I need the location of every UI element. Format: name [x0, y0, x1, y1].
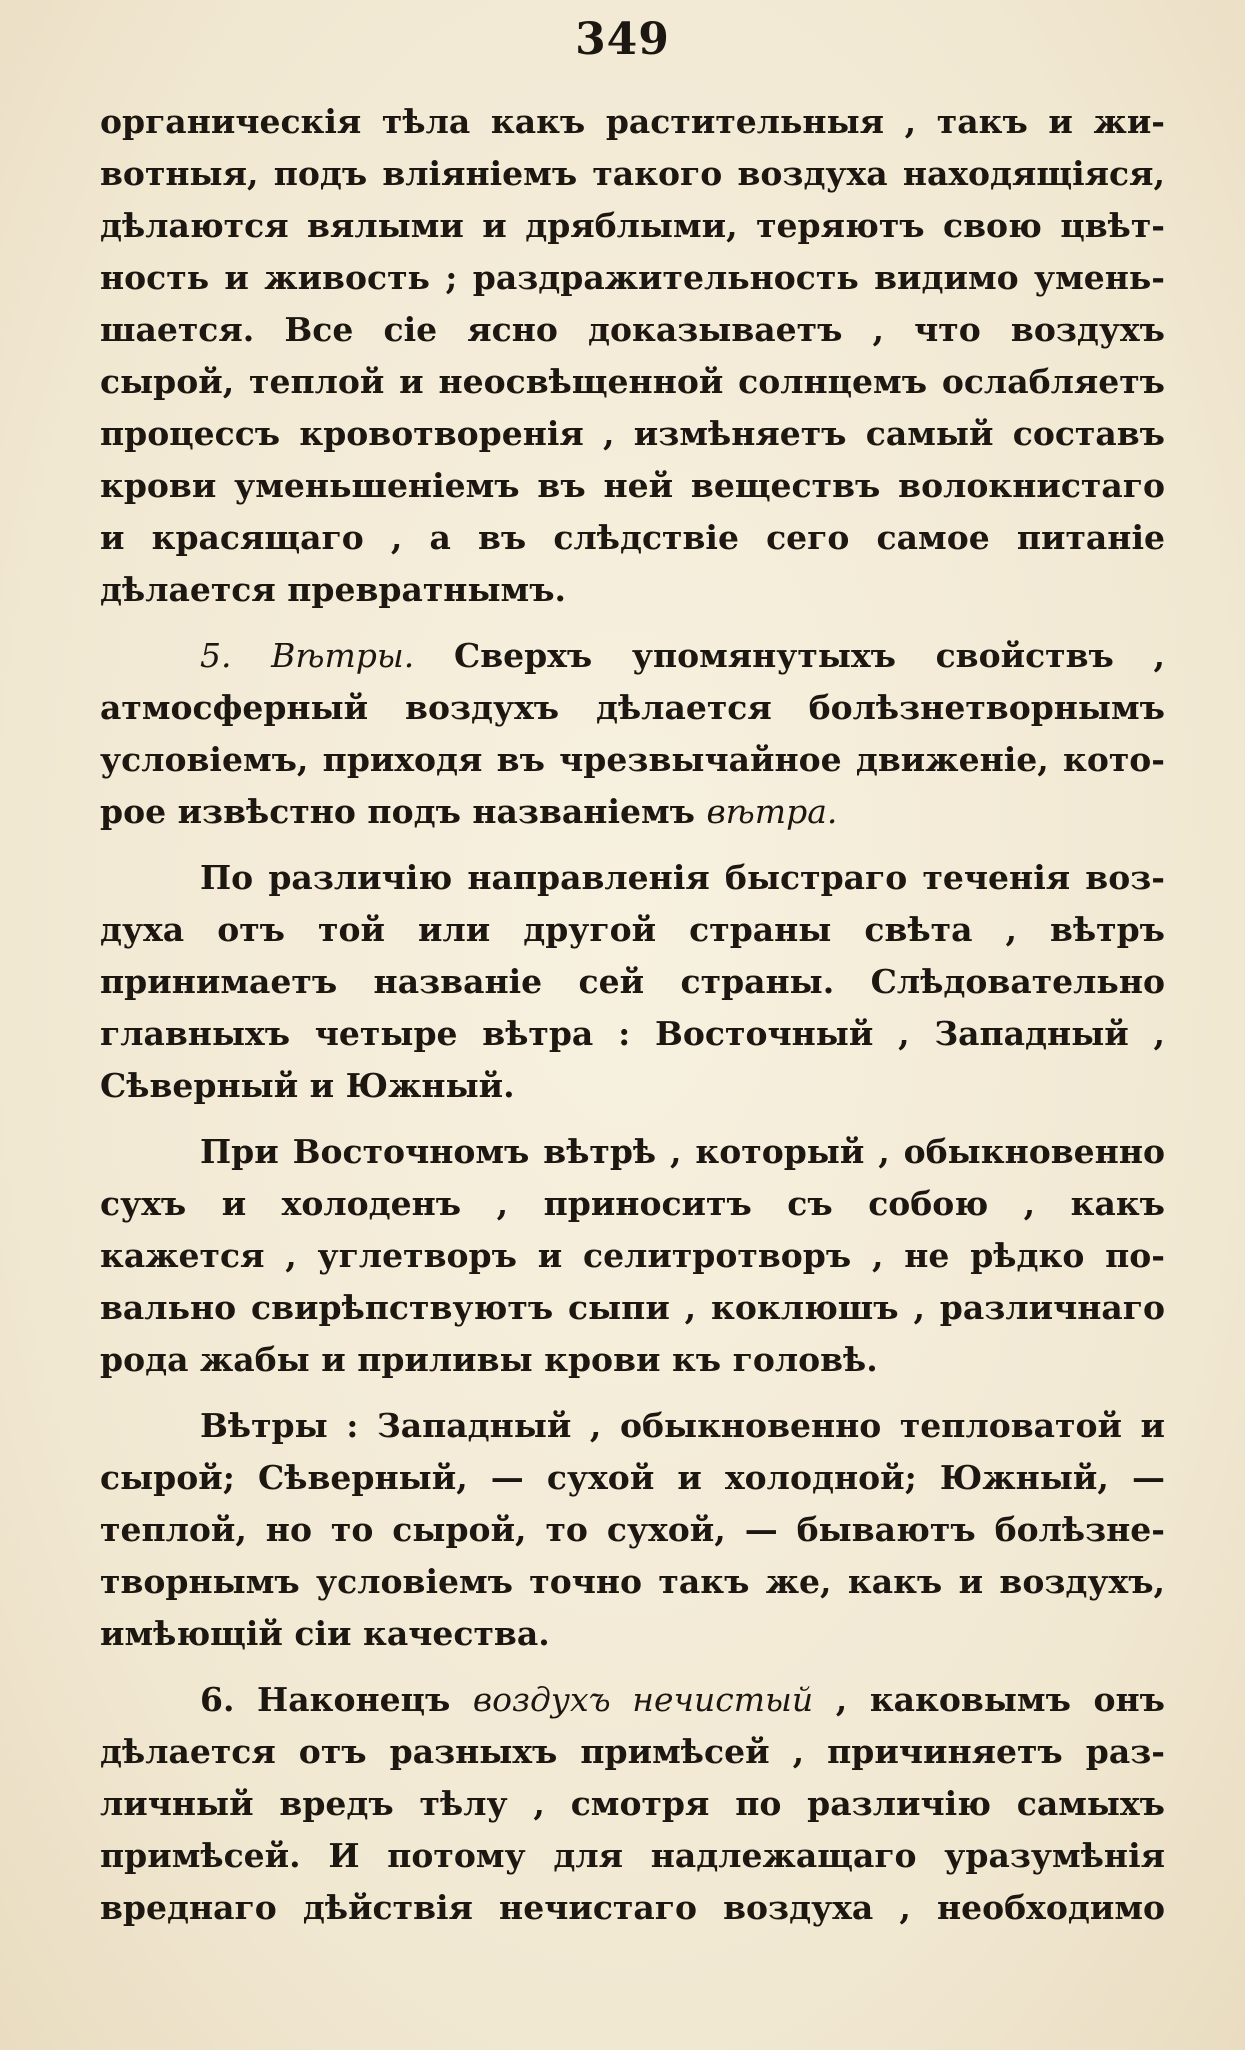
text-line: ность и живость ; раздражительность видимо умень- — [100, 258, 1165, 297]
text-line: имѣющiй сiи качества. — [100, 1614, 550, 1653]
text-line: Сѣверный и Южный. — [100, 1066, 515, 1105]
text-line: условiемъ, приходя въ чрезвычайное движенiе, кото- — [100, 740, 1165, 779]
text-line: главныхъ четыре вѣтра : Восточный , Западный , — [100, 1014, 1165, 1053]
paragraph — [100, 1126, 1165, 1386]
emphasis: воздухъ нечистый — [472, 1680, 814, 1719]
paragraph — [100, 852, 1165, 1112]
text-line: и красящаго , а въ слѣдствiе сего самое питанiе — [100, 518, 1165, 557]
body-text — [100, 96, 1165, 1934]
text-line: принимаетъ названiе сей страны. Слѣдовательно — [100, 962, 1165, 1001]
text-line: сухъ и холоденъ , приноситъ съ собою , какъ — [100, 1184, 1165, 1223]
text-line: вотныя, подъ влiянiемъ такого воздуха находящiяся, — [100, 154, 1165, 193]
text-fragment: рое извѣстно подъ названiемъ — [100, 792, 695, 831]
text-line: атмосферный воздухъ дѣлается болѣзнетворнымъ — [100, 688, 1165, 727]
text-fragment: , каковымъ онъ — [835, 1680, 1165, 1719]
section-title: Вѣтры. — [271, 636, 415, 675]
text-line: дѣлается превратнымъ. — [100, 570, 567, 609]
section-number: 6. — [200, 1680, 235, 1719]
text-line: шается. Все сiе ясно доказываетъ , что воздухъ — [100, 310, 1165, 349]
text-line: примѣсей. И потому для надлежащаго уразумѣнiя — [100, 1836, 1165, 1875]
paragraph-section-5 — [100, 630, 1165, 838]
text-line: Вѣтры : Западный , обыкновенно тепловатой и — [200, 1406, 1165, 1445]
emphasis: вѣтра. — [706, 792, 838, 831]
text-line — [100, 786, 1165, 838]
paragraph — [100, 96, 1165, 616]
text-line: духа отъ той или другой страны свѣта , вѣтръ — [100, 910, 1165, 949]
text-line: дѣлается отъ разныхъ примѣсей , причиняетъ раз- — [100, 1732, 1165, 1771]
text-line: рода жабы и приливы крови къ головѣ. — [100, 1340, 878, 1379]
text-line: вально свирѣпствуютъ сыпи , коклюшъ , различнаго — [100, 1288, 1165, 1327]
text-line: дѣлаются вялыми и дряблыми, теряютъ свою цвѣт- — [100, 206, 1165, 245]
section-number: 5. — [200, 636, 232, 675]
section-heading-line — [100, 630, 1165, 682]
text-line: процессъ кровотворенiя , измѣняетъ самый составъ — [100, 414, 1165, 453]
text-fragment: Сверхъ упомянутыхъ свойствъ , — [453, 636, 1165, 675]
text-line: сырой, теплой и неосвѣщенной солнцемъ ослабляетъ — [100, 362, 1165, 401]
text-fragment: Наконецъ — [257, 1680, 451, 1719]
text-line: теплой, но то сырой, то сухой, — бываютъ болѣзне- — [100, 1510, 1165, 1549]
text-line: вреднаго дѣйствiя нечистаго воздуха , необходимо — [100, 1888, 1165, 1927]
text-line: творнымъ условiемъ точно такъ же, какъ и воздухъ, — [100, 1562, 1165, 1601]
text-line: личный вредъ тѣлу , смотря по различiю самыхъ — [100, 1784, 1165, 1823]
text-line: кажется , углетворъ и селитротворъ , не рѣдко по- — [100, 1236, 1165, 1275]
text-line: крови уменьшенiемъ въ ней веществъ волокнистаго — [100, 466, 1165, 505]
text-line: органическiя тѣла какъ растительныя , такъ и жи- — [100, 102, 1165, 141]
page-number: 349 — [575, 14, 670, 65]
paragraph-section-6 — [100, 1674, 1165, 1934]
text-line: При Восточномъ вѣтрѣ , который , обыкновенно — [200, 1132, 1165, 1171]
section-heading-line — [100, 1674, 1165, 1726]
text-line: сырой; Сѣверный, — сухой и холодной; Южный, — — [100, 1458, 1165, 1497]
paragraph — [100, 1400, 1165, 1660]
text-line: По различiю направленiя быстраго теченiя воз- — [200, 858, 1165, 897]
